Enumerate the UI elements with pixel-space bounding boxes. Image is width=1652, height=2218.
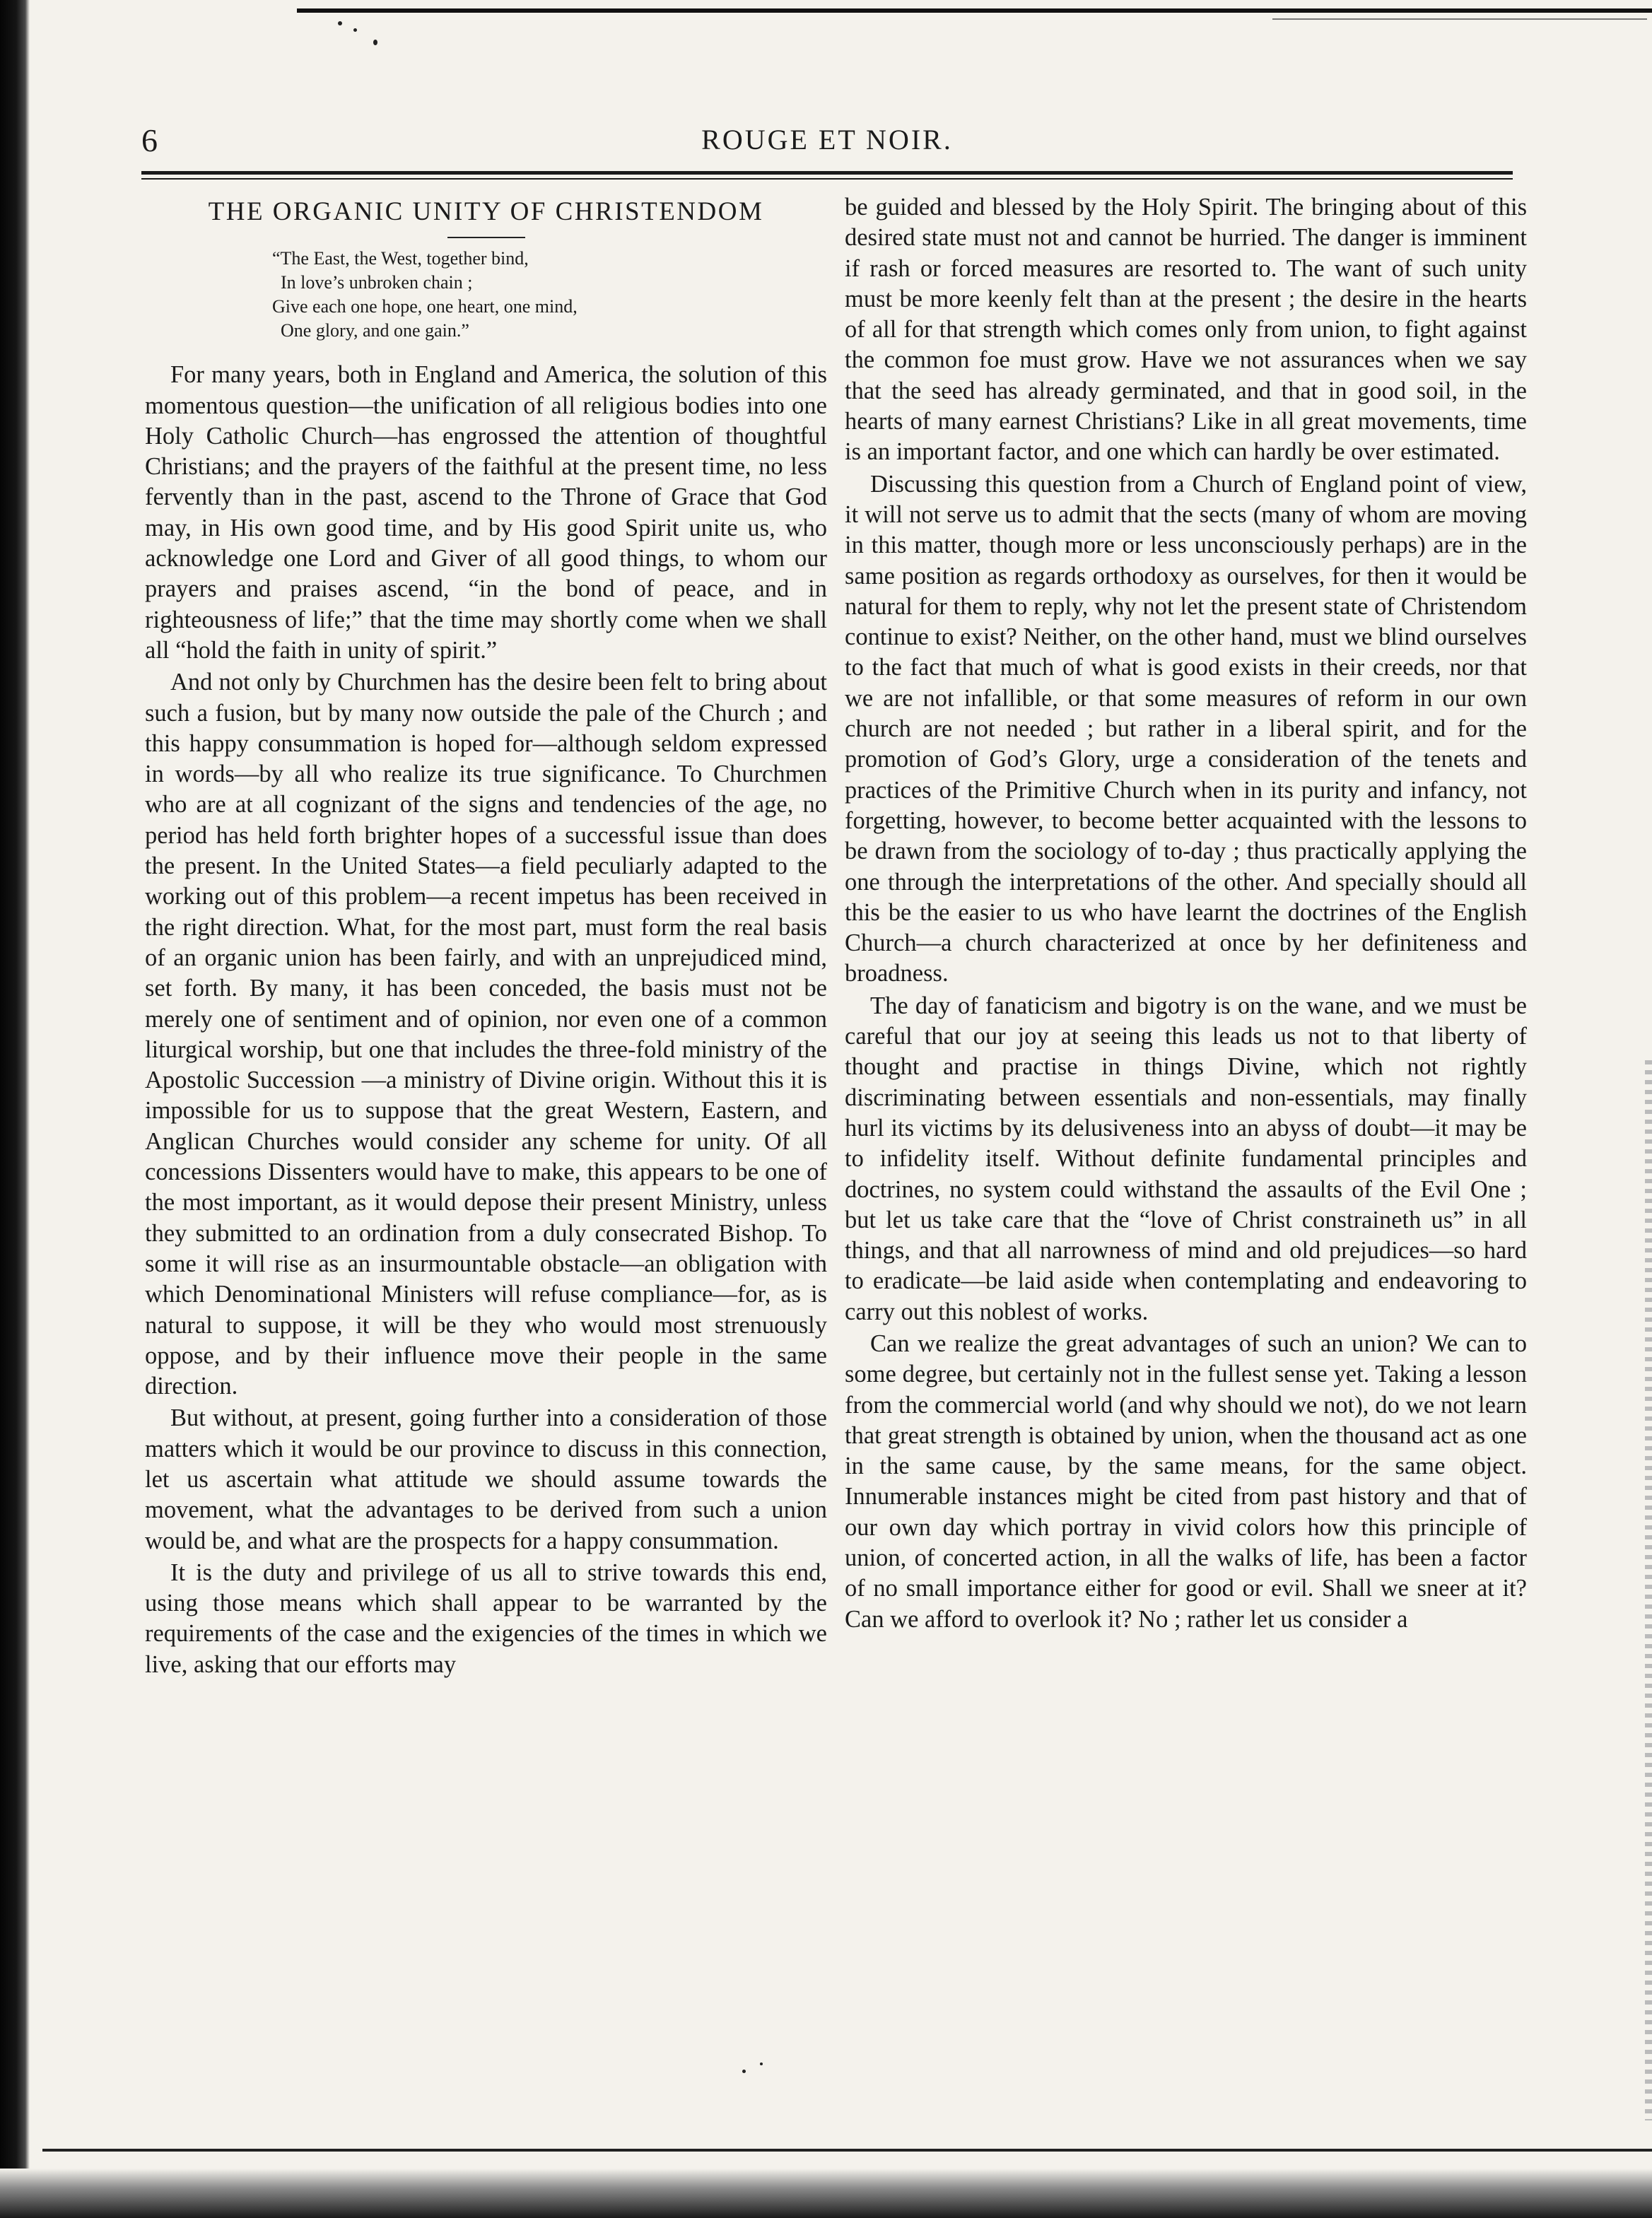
paragraph: be guided and blessed by the Holy Spirit. The bringing about of this desired state must not and cannot be hurried. The danger is imminent if rash or forced measures are resorted to. The want of such unity must be more keenly felt than at the present ; the desire in the hearts of all for that strength which comes only from union, to fight against the common foe must grow. Have we not assurances when we say that the seed has already germinated, and that in good soil, in the hearts of many earnest Christians? Like in all great movements, time is an important factor, and one which can hardly be over estimated. — [845, 194, 1527, 466]
title-rule — [447, 237, 525, 238]
left-column — [145, 192, 827, 1680]
paragraph: Can we realize the great advantages of such an union? We can to some degree, but certainly not in the fullest sense yet. Taking a lesson from the commercial world (and why should we not), do we not learn that great strength is obtained by union, when the thousand act as one in the same cause, by the same means, for the same object. Innumerable instances might be cited from past history and that of our own day which portray in vivid colors how this principle of union, of concerted action, in all the walks of life, has been a factor of no small importance either for good or evil. Shall we sneer at it? Can we afford to overlook it? No ; rather let us consider a — [845, 1330, 1527, 1633]
scan-right-edge-noise — [1645, 1060, 1652, 2120]
scan-speck — [742, 2070, 746, 2073]
scan-speck — [353, 28, 357, 32]
epigraph-line: One glory, and one gain.” — [281, 320, 469, 341]
scan-speck — [760, 2062, 763, 2065]
paragraph: It is the duty and privilege of us all to strive towards this end, using those means which shall appear to be warranted by the requirements of the case and the exigencies of the times in which we live, asking that our efforts may — [145, 1559, 827, 1678]
paragraph: But without, at present, going further into a consideration of those matters which it would be our province to discuss in this connection, let us ascertain what attitude we should assume towards the movement, what the advantages to be derived from such a union would be, and what are the prospects for a happy consummation. — [145, 1404, 827, 1554]
page-header — [141, 122, 1513, 164]
paragraph: Discussing this question from a Church of England point of view, it will not serve us to admit that the sects (many of whom are moving in this matter, though more or less unconsciously perhaps) are in the same position as regards orthodoxy as ourselves, for then it would be natural for them to reply, why not let the present state of Christendom continue to exist? Neither, on the other hand, must we blind ourselves to the fact that much of what is good exists in their creeds, nor that we are not infallible, or that some measures of reform in our own church are not needed ; but rather in a liberal spirit, and for the promotion of God’s Glory, urge a consideration of the tenets and practices of the Primitive Church when in its purity and infancy, not forgetting, however, to become better acquainted with the lessons to be drawn from the sociology of to-day ; thus practically applying the one through the interpretations of the other. And specially should all this be the easier to us who have learnt the doctrines of the English Church—a church characterized at once by her definiteness and broadness. — [845, 470, 1527, 987]
paragraph: And not only by Churchmen has the desire been felt to bring about such a fusion, but by many now outside the pale of the Church ; and this happy consummation is hoped for—although seldom expressed in words—by all who realize its true significance. To Churchmen who are at all cognizant of the signs and tendencies of the age, no period has held forth brighter hopes of a successful issue than does the present. In the United States—a field peculiarly adapted to the working out of this problem—a recent impetus has been received in the right direction. What, for the most part, must form the real basis of an organic union has been fairly, and with an unprejudiced mind, set forth. By many, it has been conceded, the basis must not be merely one of sentiment and of opinion, nor even one of a common liturgical worship, but one that includes the three-fold ministry of the Apostolic Succession —a ministry of Divine origin. Without this it is impossible for us to suppose that the great Western, Eastern, and Anglican Churches would consider any scheme for unity. Of all concessions Dissenters would have to make, this appears to be one of the most important, as it would depose their present Ministry, unless they submitted to an ordination from a duly consecrated Bishop. To some it will rise as an insurmountable obstacle—an obligation with which Denominational Ministers will refuse compliance—for, as is natural to suppose, it will be they who would most strenuously oppose, and by their influence move their people in the same direction. — [145, 669, 827, 1400]
running-head: ROUGE ET NOIR. — [701, 124, 953, 156]
scan-top-border-thin — [1272, 18, 1647, 20]
right-column — [845, 192, 1527, 1635]
page-number: 6 — [141, 122, 158, 158]
header-rule-thin — [141, 178, 1513, 180]
scan-speck — [373, 40, 377, 45]
epigraph — [145, 247, 827, 343]
scan-top-border — [297, 8, 1652, 13]
scan-bottom-shadow — [0, 2169, 1652, 2218]
scan-bottom-border — [42, 2149, 1652, 2152]
article-title: THE ORGANIC UNITY OF CHRISTENDOM — [208, 197, 764, 226]
scan-left-edge-shadow — [0, 0, 30, 2218]
scan-speck — [338, 21, 342, 25]
epigraph-line: Give each one hope, one heart, one mind, — [272, 296, 578, 317]
epigraph-line: “The East, the West, together bind, — [272, 248, 529, 269]
header-rule-thick — [141, 171, 1513, 175]
paragraph: For many years, both in England and America, the solution of this momentous question—the unification of all religious bodies into one Holy Catholic Church—has engrossed the attention of thoughtful Christians; and the prayers of the faithful at the present time, no less fervently than in the past, ascend to the Throne of Grace that God may, in His own good time, and by His good Spirit unite us, who acknowledge one Lord and Giver of all good things, to whom our prayers and praises ascend, “in the bond of peace, and in righteousness of life;” that the time may shortly come when we shall all “hold the faith in unity of spirit.” — [145, 361, 827, 664]
epigraph-line: In love’s unbroken chain ; — [281, 272, 473, 293]
paragraph: The day of fanaticism and bigotry is on the wane, and we must be careful that our joy at seeing this leads us not to that liberty of thought and practise in things Divine, which not rightly discriminating between essentials and non-essentials, may finally hurl its victims by its delusiveness into an abyss of doubt—it may be to infidelity itself. Without definite fundamental principles and doctrines, no system could withstand the assaults of the Evil One ; but let us take care that the “love of Christ constraineth us” in all things, and that all narrowness of mind and old prejudices—so hard to eradicate—be laid aside when contemplating and endeavoring to carry out this noblest of works. — [845, 992, 1527, 1325]
